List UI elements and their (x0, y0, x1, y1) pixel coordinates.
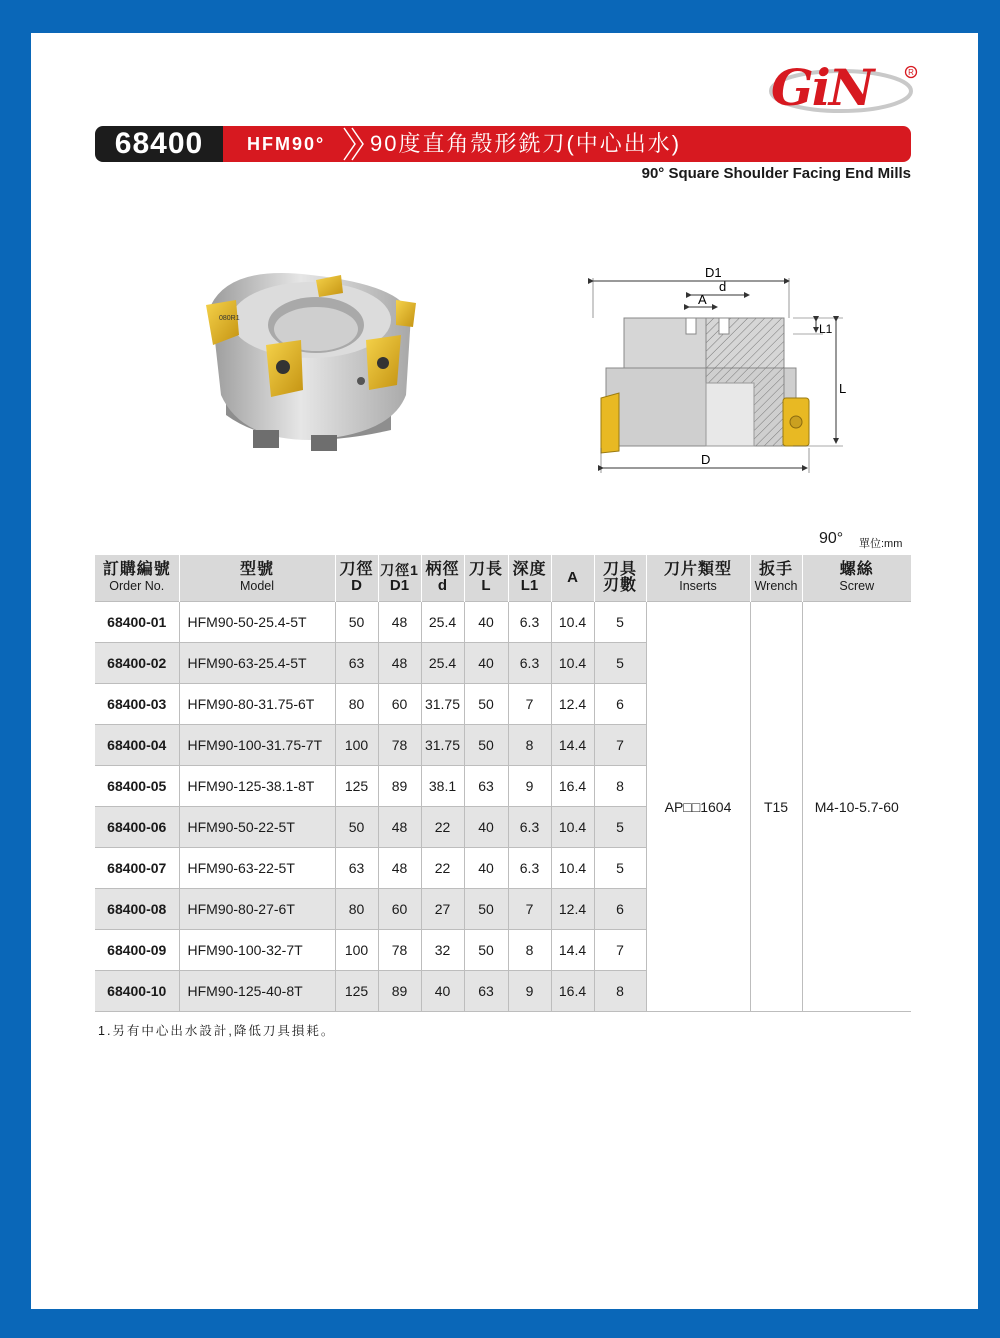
col-order-no: 訂購編號 Order No. (95, 555, 179, 602)
product-title-en: 90° Square Shoulder Facing End Mills (641, 165, 911, 182)
col-L: 刀長 L (464, 555, 508, 602)
table-row: 68400-10 HFM90-125-40-8T 125 89 40 63 9 16.4 8 (95, 971, 911, 1012)
table-row: 68400-01 HFM90-50-25.4-5T 50 48 25.4 40 6.3 10.4 5 AP□□1604 T15 M4-10-5.7-60 (95, 602, 911, 643)
table-row: 68400-03 HFM90-80-31.75-6T 80 60 31.75 50 7 12.4 6 (95, 684, 911, 725)
table-header-row (95, 555, 911, 602)
svg-text:R: R (908, 68, 914, 77)
product-model: HFM90° (247, 134, 326, 154)
table-row: 68400-09 HFM90-100-32-7T 100 78 32 50 8 14.4 7 (95, 930, 911, 971)
col-inserts: 刀片類型 Inserts (646, 555, 750, 602)
inserts-cell: AP□□1604 (646, 602, 750, 1012)
unit-row (816, 528, 916, 552)
table-row: 68400-08 HFM90-80-27-6T 80 60 27 50 7 12.4 6 (95, 889, 911, 930)
chevron-right-icon (341, 126, 367, 162)
label-L1: L1 (819, 322, 833, 336)
footnote: 1.另有中心出水設計,降低刀具損耗。 (98, 1024, 336, 1038)
screw-cell: M4-10-5.7-60 (802, 602, 911, 1012)
product-photo (191, 245, 426, 455)
col-d: 柄徑 d (421, 555, 464, 602)
col-screw: 螺絲 Screw (802, 555, 911, 602)
col-D: 刀徑 D (335, 555, 378, 602)
spec-table (95, 555, 911, 1012)
label-D1: D1 (705, 265, 722, 280)
label-A: A (698, 292, 707, 307)
unit-label: 單位:mm (859, 538, 903, 550)
wrench-cell: T15 (750, 602, 802, 1012)
col-flutes: 刀具 刃數 (594, 555, 646, 602)
label-d: d (719, 279, 727, 294)
product-title-zh: 90度直角殼形銑刀(中心出水) (370, 131, 682, 156)
table-row: 68400-06 HFM90-50-22-5T 50 48 22 40 6.3 10.4 5 (95, 807, 911, 848)
catalog-page (31, 33, 978, 1309)
table-row: 68400-07 HFM90-63-22-5T 63 48 22 40 6.3 10.4 5 (95, 848, 911, 889)
col-D1: 刀徑1 D1 (378, 555, 421, 602)
insert-marking: 080R1 (219, 315, 240, 322)
col-A: A (551, 555, 594, 602)
technical-drawing (561, 233, 847, 473)
registered-mark-icon (904, 65, 918, 79)
product-code: 68400 (114, 127, 204, 160)
product-header-bar (95, 126, 911, 162)
col-wrench: 扳手 Wrench (750, 555, 802, 602)
angle-label: 90° (819, 530, 844, 547)
table-row: 68400-02 HFM90-63-25.4-5T 63 48 25.4 40 6.3 10.4 5 (95, 643, 911, 684)
table-row: 68400-05 HFM90-125-38.1-8T 125 89 38.1 63 9 16.4 8 (95, 766, 911, 807)
brand-logo: GiN R (766, 61, 916, 115)
label-L: L (839, 381, 847, 396)
table-row: 68400-04 HFM90-100-31.75-7T 100 78 31.75 50 8 14.4 7 (95, 725, 911, 766)
label-D: D (701, 452, 711, 467)
col-L1: 深度 L1 (508, 555, 551, 602)
col-model: 型號 Model (179, 555, 335, 602)
